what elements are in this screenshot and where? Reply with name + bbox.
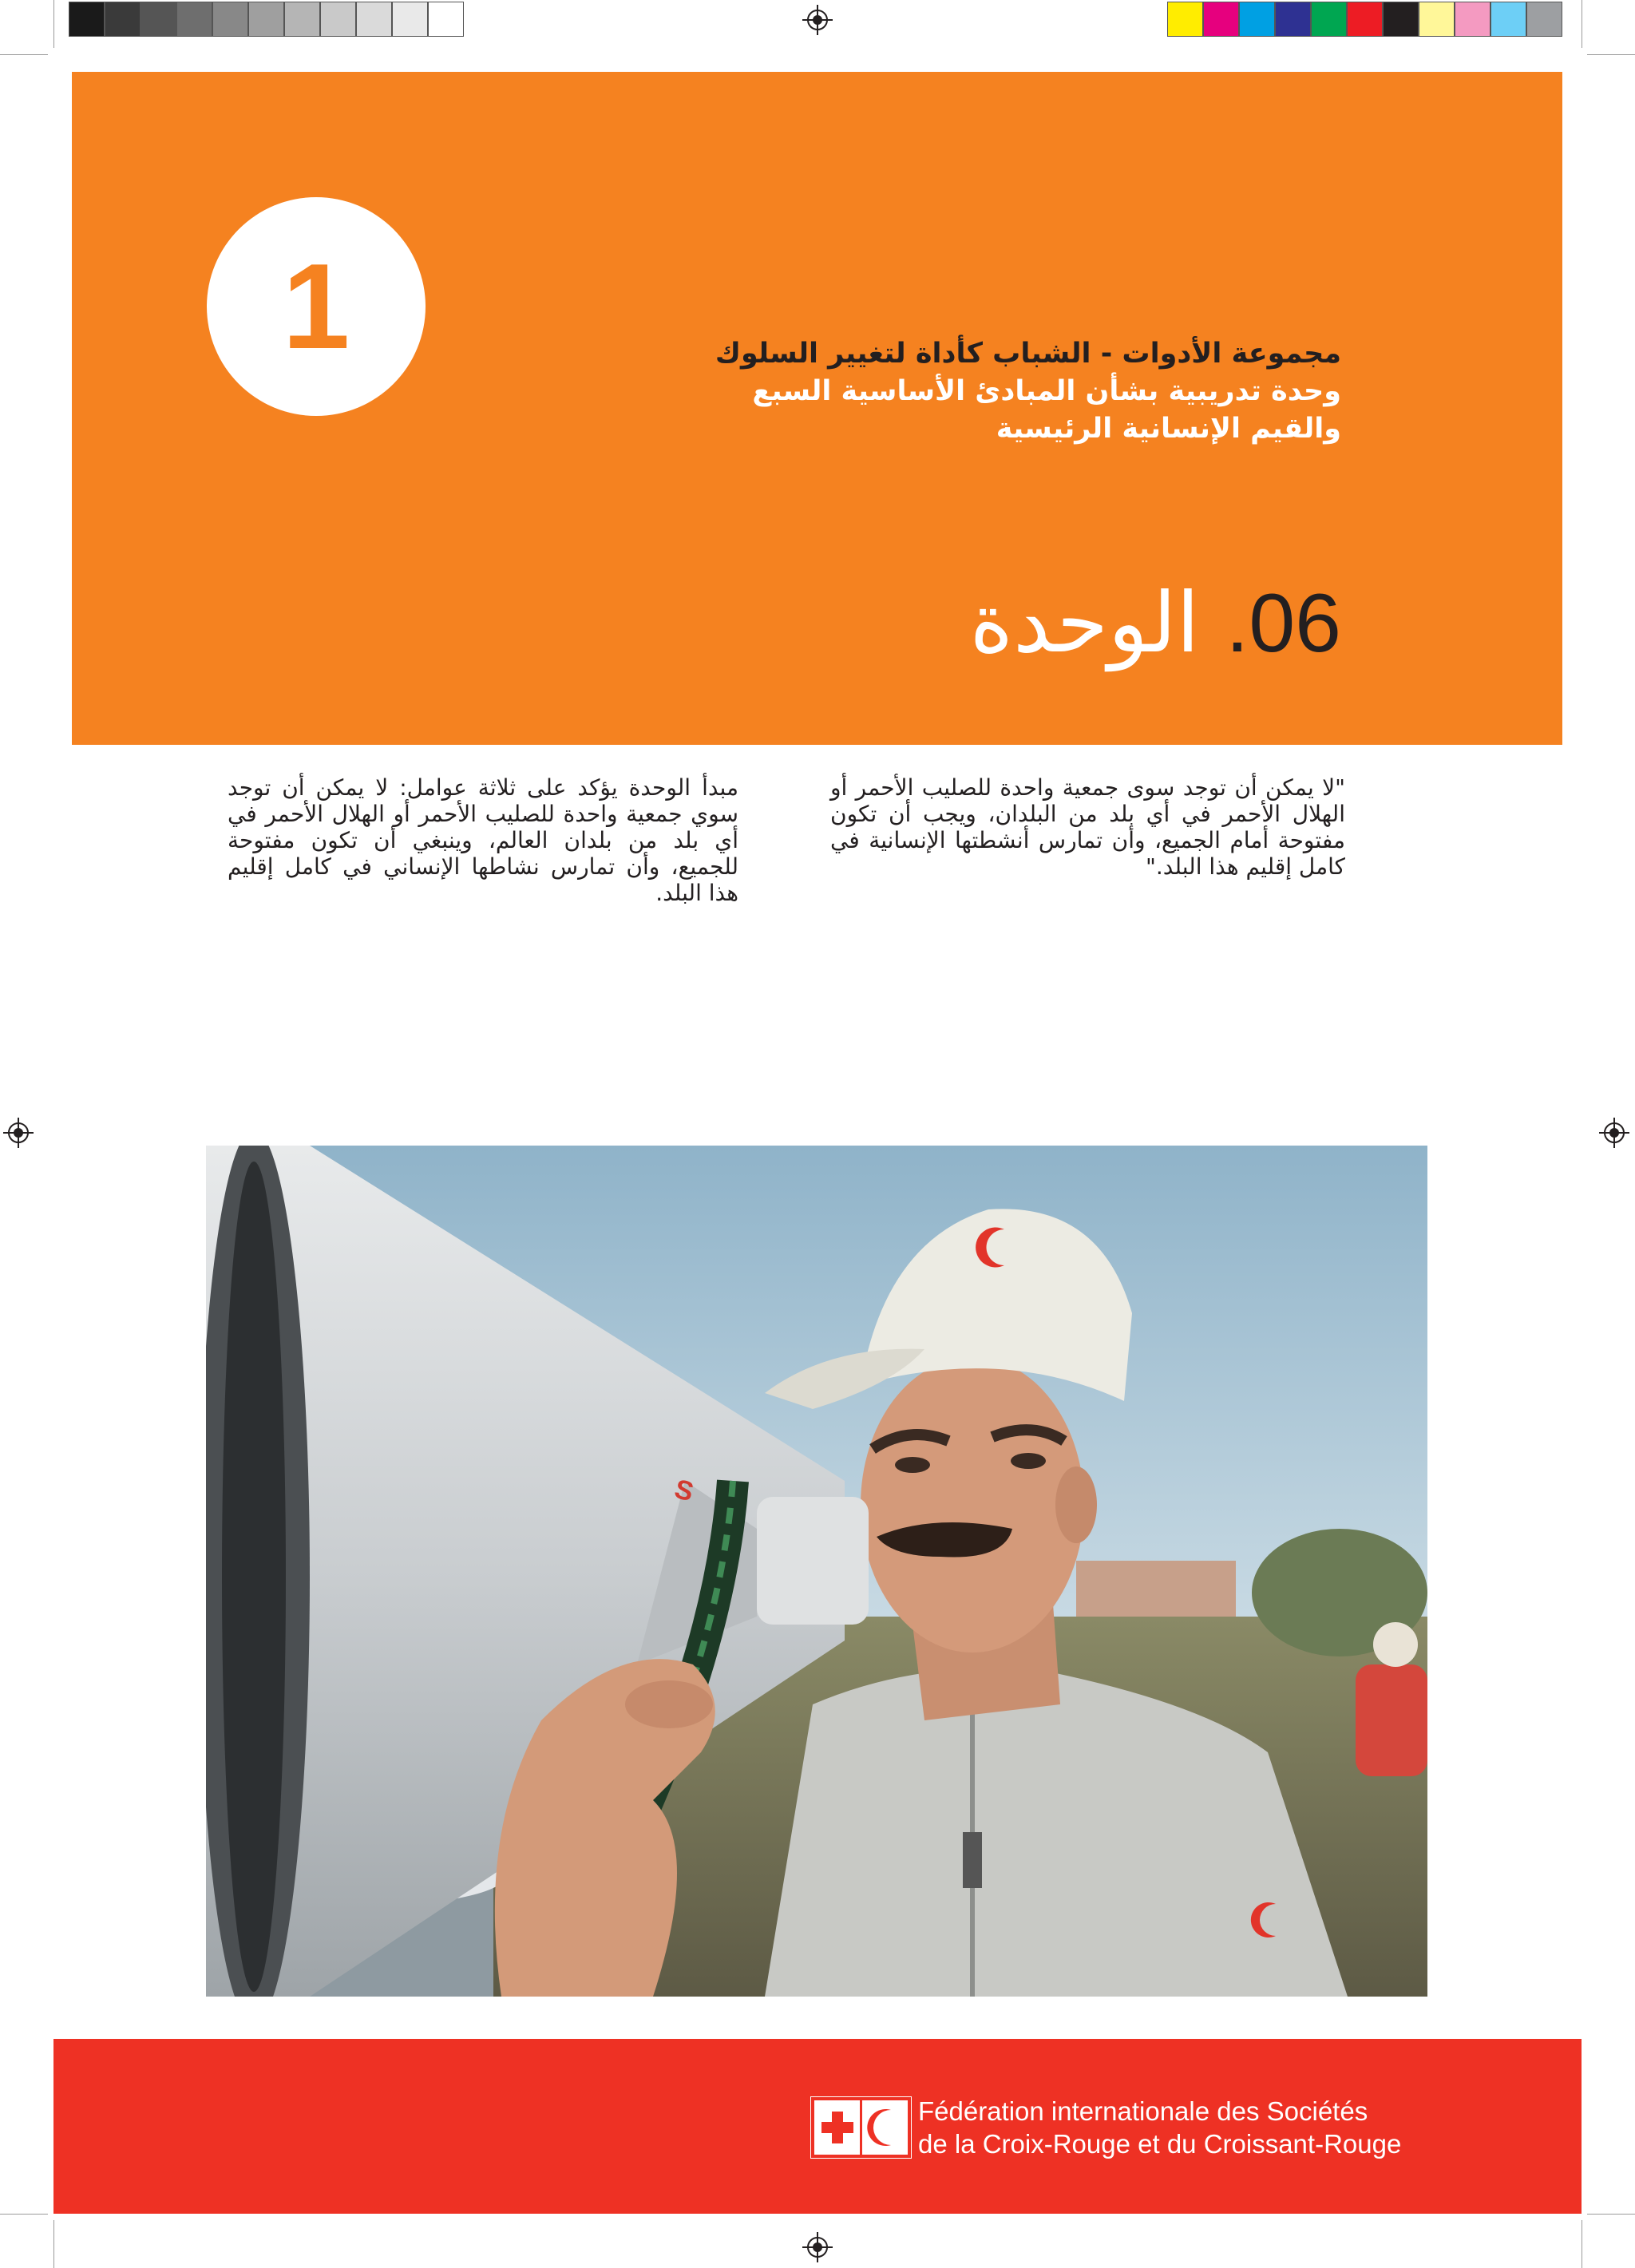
color-swatch bbox=[284, 2, 320, 37]
color-swatch bbox=[1167, 2, 1203, 37]
module-number: 1 bbox=[282, 239, 350, 374]
unit-name: الوحدة bbox=[969, 574, 1200, 671]
color-swatch bbox=[176, 2, 212, 37]
color-swatch bbox=[212, 2, 248, 37]
color-swatch bbox=[1311, 2, 1347, 37]
color-swatch bbox=[1491, 2, 1526, 37]
color-swatch bbox=[320, 2, 356, 37]
color-swatch bbox=[248, 2, 284, 37]
color-swatch bbox=[141, 2, 176, 37]
header-subtitle bbox=[543, 335, 1341, 448]
header-banner bbox=[72, 72, 1562, 745]
color-swatch bbox=[69, 2, 105, 37]
color-swatch bbox=[1383, 2, 1419, 37]
registration-mark-icon bbox=[802, 2232, 833, 2262]
photo-man-with-megaphone bbox=[206, 1146, 1427, 1997]
crop-mark bbox=[0, 2214, 48, 2215]
color-swatch bbox=[356, 2, 392, 37]
footer-banner bbox=[53, 2039, 1582, 2214]
unit-number: 06. bbox=[1225, 577, 1341, 670]
registration-mark-icon bbox=[1599, 1118, 1629, 1148]
toolkit-line: مجموعة الأدوات - الشباب كأداة لتغيير السلوك bbox=[715, 338, 1341, 370]
registration-mark-icon bbox=[3, 1118, 34, 1148]
principle-quote: "لا يمكن أن توجد سوى جمعية واحدة للصليب الأحمر أو الهلال الأحمر في أي بلد من البلدان، ويجب أن تكون مفتوحة أمام الجميع، وأن تمارس أنشطتها الإنسانية في كامل إقليم هذا البلد." bbox=[830, 774, 1345, 880]
training-line-2: والقيم الإنسانية الرئيسية bbox=[996, 413, 1341, 445]
module-number-badge bbox=[207, 197, 426, 416]
color-swatch bbox=[428, 2, 464, 37]
color-swatch bbox=[1419, 2, 1455, 37]
crop-mark bbox=[1587, 54, 1635, 55]
federation-name bbox=[918, 2095, 1573, 2160]
grayscale-color-bar bbox=[69, 2, 464, 37]
color-swatch bbox=[1526, 2, 1562, 37]
red-cross-red-crescent-logo bbox=[810, 2096, 912, 2159]
crop-mark bbox=[1587, 2214, 1635, 2215]
color-swatch bbox=[1347, 2, 1383, 37]
color-swatch bbox=[105, 2, 141, 37]
crop-mark bbox=[53, 2220, 54, 2268]
color-swatch bbox=[1239, 2, 1275, 37]
principle-explanation: مبدأ الوحدة يؤكد على ثلاثة عوامل: لا يمكن أن توجد سوي جمعية واحدة للصليب الأحمر أو الهلال الأحمر في أي بلد من بلدان العالم، وينبغي أن تكون مفتوحة للجميع، وأن تمارس نشاطها الإنساني في كامل إقليم هذا البلد. bbox=[228, 774, 738, 906]
crop-mark bbox=[53, 0, 54, 48]
registration-mark-icon bbox=[802, 5, 833, 35]
color-swatch bbox=[392, 2, 428, 37]
federation-name-line-1: Fédération internationale des Sociétés bbox=[918, 2096, 1368, 2126]
training-line-1: وحدة تدريبية بشأن المبادئ الأساسية السبع bbox=[752, 375, 1341, 407]
color-swatch bbox=[1455, 2, 1491, 37]
svg-text:S: S bbox=[671, 1474, 697, 1508]
process-color-bar bbox=[1167, 2, 1562, 37]
color-swatch bbox=[1203, 2, 1239, 37]
color-swatch bbox=[1275, 2, 1311, 37]
unit-title bbox=[623, 571, 1341, 675]
federation-name-line-2: de la Croix-Rouge et du Croissant-Rouge bbox=[918, 2129, 1402, 2159]
crop-mark bbox=[0, 54, 48, 55]
